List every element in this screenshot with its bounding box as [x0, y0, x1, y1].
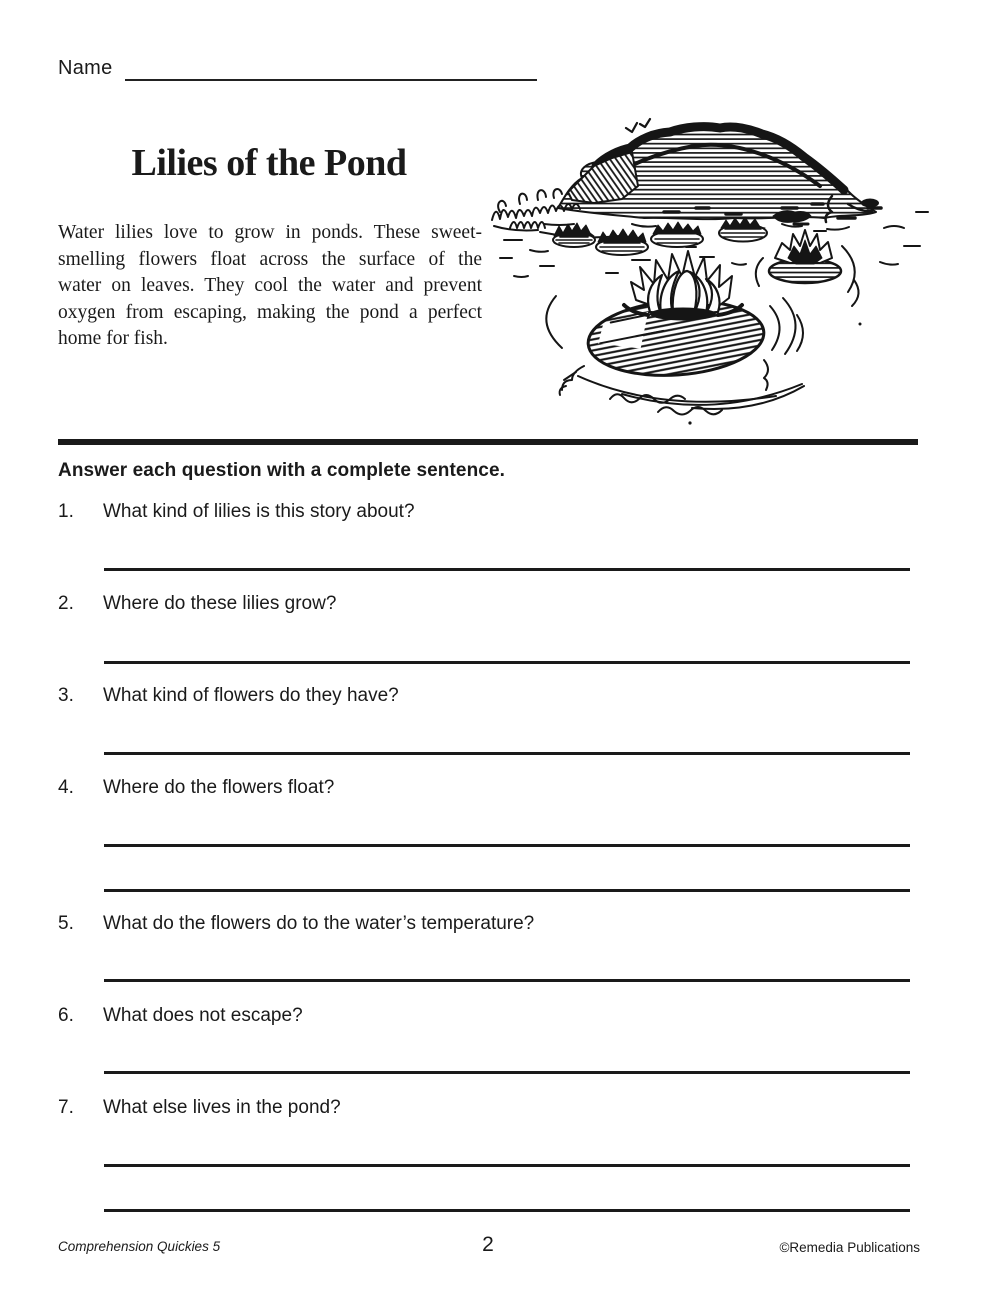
story-line: home for fish. — [58, 328, 168, 349]
right-water-lily — [756, 230, 859, 306]
answer-blank-line[interactable] — [104, 844, 910, 847]
name-label: Name — [58, 57, 113, 79]
footer-series-title: Comprehension Quickies 5 — [58, 1239, 221, 1254]
story-line: oxygen from escaping, making the pond a perfect — [58, 301, 482, 323]
answer-blank-line[interactable] — [104, 1209, 910, 1212]
story-paragraph — [58, 220, 482, 353]
pond-illustration — [480, 100, 940, 430]
pond-bank — [558, 125, 879, 222]
question-number: 5. — [58, 913, 74, 934]
question-number: 3. — [58, 685, 74, 706]
question-text: What else lives in the pond? — [103, 1097, 341, 1118]
story-line: smelling flowers float across the surface of the — [58, 248, 482, 270]
section-divider — [58, 439, 918, 445]
question-text: What does not escape? — [103, 1005, 303, 1026]
question-text: What kind of flowers do they have? — [103, 685, 399, 706]
question-number: 1. — [58, 501, 74, 522]
page-number: 2 — [482, 1233, 494, 1256]
story-line: Water lilies love to grow in ponds. These sweet- — [58, 222, 482, 243]
question-text: What kind of lilies is this story about? — [103, 501, 415, 522]
answer-blank-line[interactable] — [104, 1071, 910, 1074]
answer-blank-line[interactable] — [104, 568, 910, 571]
question-number: 4. — [58, 777, 74, 798]
answer-blank-line[interactable] — [104, 661, 910, 664]
question-number: 6. — [58, 1005, 74, 1026]
birds-icon — [626, 119, 650, 132]
name-blank-line[interactable] — [125, 52, 537, 81]
answer-blank-line[interactable] — [104, 752, 910, 755]
footer-publisher: ©Remedia Publications — [779, 1240, 920, 1255]
instruction-text: Answer each question with a complete sentence. — [58, 460, 505, 481]
question-text: What do the flowers do to the water’s temperature? — [103, 913, 535, 934]
question-number: 2. — [58, 593, 74, 614]
question-text: Where do the flowers float? — [103, 777, 335, 798]
story-line: water on leaves. They cool the water and prevent — [58, 275, 482, 296]
answer-blank-line[interactable] — [104, 889, 910, 892]
answer-blank-line[interactable] — [104, 1164, 910, 1167]
page-title: Lilies of the Pond — [131, 142, 407, 184]
question-text: Where do these lilies grow? — [103, 593, 337, 614]
answer-blank-line[interactable] — [104, 979, 910, 982]
question-number: 7. — [58, 1097, 74, 1118]
